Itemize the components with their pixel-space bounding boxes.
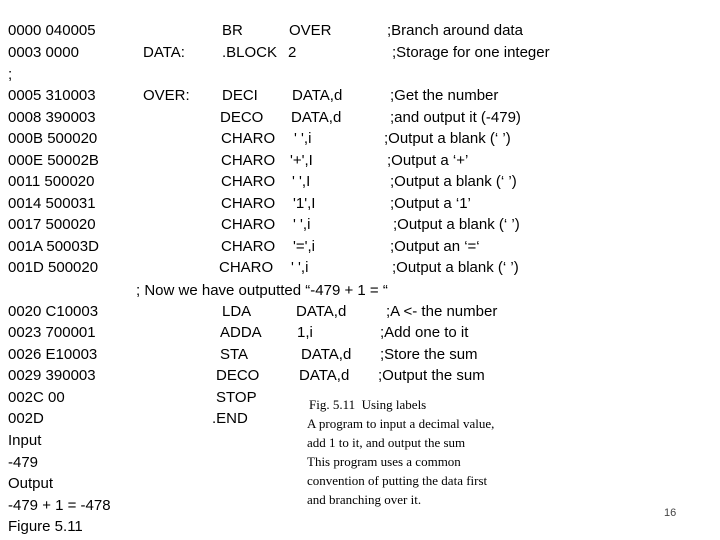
code-comment: ;Output a blank (‘ ’) xyxy=(392,259,519,276)
address-code: 0000 040005 xyxy=(8,22,96,39)
code-comment: ;Get the number xyxy=(390,87,499,104)
address-code: 0011 500020 xyxy=(8,173,95,190)
opcode: .BLOCK xyxy=(222,44,278,61)
operand: DATA,d xyxy=(299,367,350,384)
code-comment: ;A <- the number xyxy=(386,303,498,320)
code-comment: ;Branch around data xyxy=(387,22,523,39)
address-code: 0005 310003 xyxy=(8,87,96,104)
caption-line: convention of putting the data first xyxy=(307,473,488,488)
opcode: LDA xyxy=(222,303,252,320)
opcode: STA xyxy=(220,346,249,363)
code-comment: ;Output the sum xyxy=(378,367,485,384)
address-code: 0026 E10003 xyxy=(8,346,98,363)
address-code: 002C 00 xyxy=(8,389,65,406)
opcode: CHARO xyxy=(221,152,276,169)
opcode: DECO xyxy=(216,367,260,384)
opcode: CHARO xyxy=(219,259,274,276)
operand: '=',i xyxy=(293,238,315,255)
address-code: 000B 500020 xyxy=(8,130,98,147)
address-code: 0020 C10003 xyxy=(8,303,99,320)
operand: DATA,d xyxy=(296,303,347,320)
address-code: 0014 500031 xyxy=(8,195,96,212)
address-code: 0023 700001 xyxy=(8,324,96,341)
page-number: 16 xyxy=(664,507,677,519)
opcode: CHARO xyxy=(221,130,276,147)
code-comment: ;Output a ‘1’ xyxy=(390,195,471,212)
code-comment: ;and output it (-479) xyxy=(390,109,521,126)
operand: '+',I xyxy=(290,152,313,169)
code-comment: ;Output a blank (‘ ’) xyxy=(384,130,511,147)
code-comment: ;Add one to it xyxy=(380,324,469,341)
operand: DATA,d xyxy=(301,346,352,363)
operand: ' ',i xyxy=(294,130,312,147)
operand: 1,i xyxy=(297,324,313,341)
code-comment: ;Output a blank (‘ ’) xyxy=(390,173,517,190)
opcode: .END xyxy=(212,410,248,427)
address-code: 002D xyxy=(8,410,44,427)
opcode: STOP xyxy=(216,389,257,406)
opcode: CHARO xyxy=(221,195,276,212)
io-line: Output xyxy=(8,475,54,492)
io-line: -479 xyxy=(8,454,39,471)
opcode: DECI xyxy=(222,87,258,104)
code-comment: ;Output a ‘+’ xyxy=(387,152,469,169)
operand: DATA,d xyxy=(291,109,342,126)
operand: 2 xyxy=(288,44,297,61)
caption-line: A program to input a decimal value, xyxy=(307,416,495,431)
label: OVER: xyxy=(143,87,190,104)
address-code: 000E 50002B xyxy=(8,152,99,169)
opcode: CHARO xyxy=(221,216,276,233)
address-code: 0029 390003 xyxy=(8,367,96,384)
caption-line: Fig. 5.11 Using labels xyxy=(309,397,427,412)
address-code: ; xyxy=(8,66,13,83)
caption-line: add 1 to it, and output the sum xyxy=(307,435,466,450)
address-code: 0008 390003 xyxy=(8,109,96,126)
operand: '1',I xyxy=(293,195,316,212)
code-comment: ;Output an ‘=‘ xyxy=(390,238,480,255)
operand: OVER xyxy=(289,22,332,39)
code-comment: ;Output a blank (‘ ’) xyxy=(393,216,520,233)
opcode: ADDA xyxy=(220,324,262,341)
opcode: BR xyxy=(222,22,243,39)
code-comment: ;Storage for one integer xyxy=(392,44,550,61)
address-code: 0003 0000 xyxy=(8,44,79,61)
operand: ' ',I xyxy=(292,173,311,190)
operand: DATA,d xyxy=(292,87,343,104)
opcode: CHARO xyxy=(221,173,276,190)
caption-line: and branching over it. xyxy=(307,492,422,507)
code-comment: ;Store the sum xyxy=(380,346,478,363)
opcode: CHARO xyxy=(221,238,276,255)
io-line: -479 + 1 = -478 xyxy=(8,497,111,514)
label: DATA: xyxy=(143,44,185,61)
opcode: DECO xyxy=(220,109,264,126)
operand: ' ',i xyxy=(293,216,311,233)
io-line: Input xyxy=(8,432,42,449)
comment-line: ; Now we have outputted “-479 + 1 = “ xyxy=(136,282,388,299)
address-code: 001A 50003D xyxy=(8,238,99,255)
address-code: 0017 500020 xyxy=(8,216,96,233)
address-code: 001D 500020 xyxy=(8,259,99,276)
io-line: Figure 5.11 xyxy=(8,518,83,535)
caption-line: This program uses a common xyxy=(307,454,461,469)
operand: ' ',i xyxy=(291,259,309,276)
